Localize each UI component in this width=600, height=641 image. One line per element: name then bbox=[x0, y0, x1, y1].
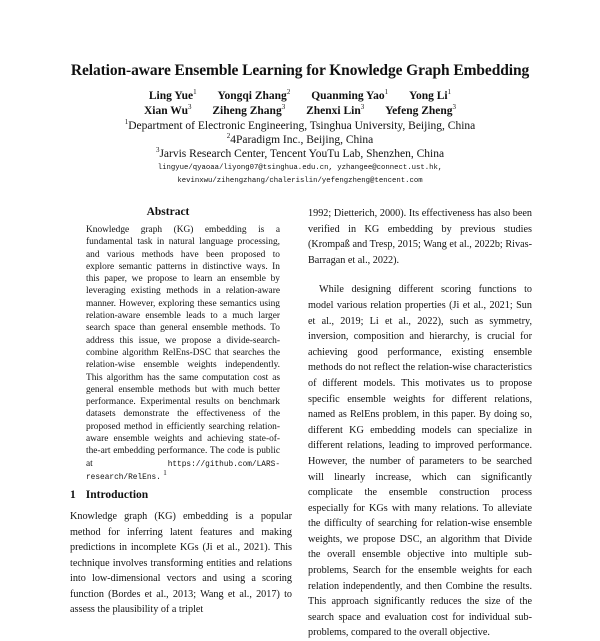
author: Xian Wu$^3$ bbox=[143, 103, 192, 117]
abstract-body: Knowledge graph (KG) embedding is a fundamental task in natural language processing, and various methods have been proposed to explore semantic patterns in distinctive ways. In this paper, we propose to learn an ensemble by leveraging existing methods in a relation-aware manner. However, exploring these semantics using relation-aware ensemble leads to a much larger search space than general ensemble methods. To address this issue, we propose a divide-search-combine algorithm RelEns-DSC that searches the relation-wise ensemble weights independently. This algorithm has the same computation cost as general ensemble methods but with much better performance. Experimental results on benchmark datasets demonstrate the effectiveness of the proposed method in efficiently searching relation-aware ensemble weights and achieving state-of-the-art embedding performance. The code is public at https://github.com/LARS-research/RelEns. $^1$ bbox=[86, 225, 280, 482]
affiliation: $^1$Department of Electronic Engineering, Tsinghua University, Beijing, China bbox=[124, 118, 476, 132]
affiliation: $^2$4Paradigm Inc., Beijing, China bbox=[226, 132, 374, 146]
paper-title: Relation-aware Ensemble Learning for Knowledge Graph Embedding bbox=[70, 62, 530, 79]
email-line: kevinxwu/zihengzhang/chalerislin/yefengzheng@tencent.com bbox=[177, 177, 423, 185]
code-url-link[interactable]: https://github.com/LARS-research/RelEns. bbox=[86, 460, 280, 482]
footnote-marker: 1 bbox=[163, 468, 167, 477]
author: Yefeng Zheng$^3$ bbox=[385, 103, 457, 117]
author: Yongqi Zhang$^2$ bbox=[217, 88, 291, 102]
author-row-2 bbox=[0, 105, 600, 117]
body-paragraph: 1992; Dietterich, 2000). Its effectiveness has also been verified in KG embedding by previous studies (Krompaß and Tresp, 2015; Wang et al., 2022b; Rivas-Barragan et al., 2022). bbox=[308, 208, 532, 266]
body-paragraph: While designing different scoring functions to model various relation properties (Ji et al., 2021; Sun et al., 2019; Li et al., 2022), such as symmetry, inversion, composition and hierarchy, is crucial for achieving good performance, existing ensemble methods do not reflect the relation-wise characteristics of different models. This motivates us to propose specific ensemble weights for different relations, named as RelEns problem, in this paper. By doing so, different KG embedding models can specialize in different relations, leading to improved performance. However, the number of parameters to be searched will linearly increase, which can significantly complicate the ensemble construction process especially for KGs with many relations. To alleviate the difficulty of searching for relation-wise ensemble weights, we propose DSC, an algorithm that Divide the overall ensemble objective into multiple sub-problems, Search for the ensemble weights for each relation independently, and then Combine the results. This approach significantly reduces the size of the search space and evaluation cost for individual sub-problems, compared to the overall objective. bbox=[308, 284, 532, 639]
author: Zhenxi Lin$^3$ bbox=[306, 103, 365, 117]
author: Yong Li$^1$ bbox=[408, 88, 452, 102]
intro-paragraph: Knowledge graph (KG) embedding is a popular method for inferring latent features and making predictions in incomplete KGs (Ji et al., 2021). This technique involves transforming entities and relations into low-dimensional vectors and using a scoring function (Bordes et al., 2013; Wang et al., 2017) to assess the plausibility of a triplet bbox=[70, 511, 292, 615]
author: Ling Yue$^1$ bbox=[148, 88, 197, 102]
email-line: lingyue/qyaoaa/liyong07@tsinghua.edu.cn, yzhangee@connect.ust.hk, bbox=[157, 164, 443, 172]
author-row-1 bbox=[0, 90, 600, 102]
author: Quanming Yao$^1$ bbox=[311, 88, 389, 102]
section-heading: 1 Introduction bbox=[70, 489, 149, 501]
right-column bbox=[308, 206, 532, 641]
affiliation: $^3$Jarvis Research Center, Tencent YouTu Lab, Shenzhen, China bbox=[155, 146, 445, 160]
abstract-heading: Abstract bbox=[146, 206, 190, 218]
author: Ziheng Zhang$^3$ bbox=[212, 103, 286, 117]
